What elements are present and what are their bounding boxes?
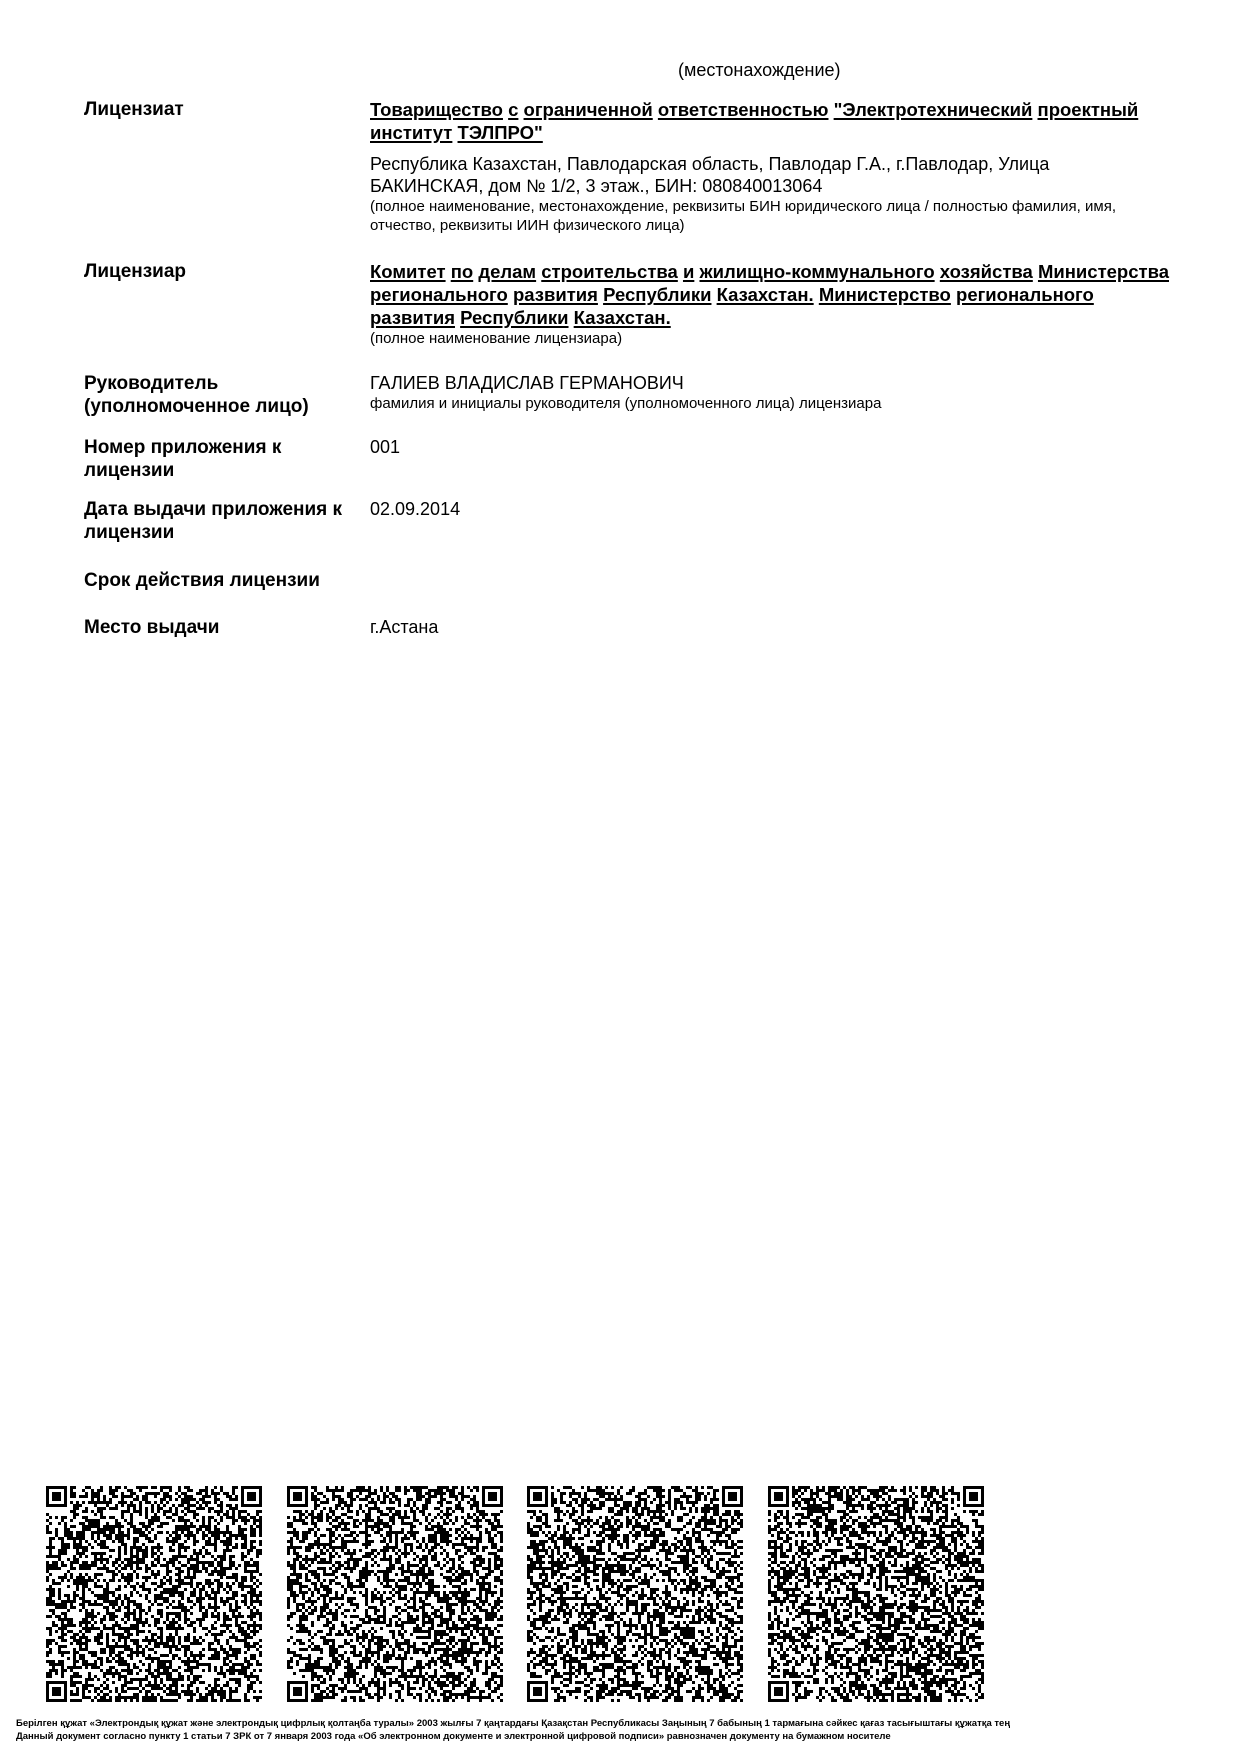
appendix-number-label: Номер приложения к лицензии bbox=[84, 437, 282, 481]
qr-pattern bbox=[527, 1486, 743, 1702]
name-word: Министерство bbox=[818, 284, 951, 305]
footer-note-ru: Данный документ согласно пункту 1 статьи 7 ЗРК от 7 января 2003 года «Об электронном документе и электронной цифровой подписи» равнозначен документу на бумажном носителе bbox=[16, 1731, 891, 1742]
qr-pattern bbox=[768, 1486, 984, 1702]
qr-code-1 bbox=[46, 1486, 262, 1702]
licensee-address bbox=[370, 153, 1160, 197]
name-word: Республики bbox=[603, 284, 712, 305]
name-word: делам bbox=[478, 261, 537, 282]
name-word: жилищно-коммунального bbox=[699, 261, 935, 282]
qr-code-3 bbox=[527, 1486, 743, 1702]
head-name: ГАЛИЕВ ВЛАДИСЛАВ ГЕРМАНОВИЧ bbox=[370, 373, 684, 393]
footer-note-kz: Берілген құжат «Электрондық құжат және электрондық цифрлық қолтаңба туралы» 2003 жылғы 7 қаңтардағы Қазақстан Республикасы Заңының 7 бабының 1 тармағына сәйкес қағаз тасығыштағы құжатқа тең bbox=[16, 1718, 1011, 1729]
name-word: развития bbox=[512, 284, 598, 305]
appendix-date-label: Дата выдачи приложения к лицензии bbox=[84, 499, 343, 543]
name-word: регионального bbox=[956, 284, 1094, 305]
qr-code-4 bbox=[768, 1486, 984, 1702]
name-word: ТЭЛПРО" bbox=[457, 122, 543, 143]
name-word: ограниченной bbox=[523, 99, 653, 120]
place-value: г.Астана bbox=[370, 617, 439, 637]
licensee-name bbox=[370, 98, 1160, 144]
head-caption: фамилия и инициалы руководителя (уполномоченного лица) лицензиара bbox=[370, 395, 882, 412]
validity-label: Срок действия лицензии bbox=[84, 570, 320, 591]
licensee-address-line-1: Республика Казахстан, Павлодарская область, Павлодар Г.А., г.Павлодар, Улица bbox=[370, 154, 1050, 174]
qr-pattern bbox=[287, 1486, 503, 1702]
head-value bbox=[370, 372, 1170, 413]
licensor-caption: (полное наименование лицензиара) bbox=[370, 330, 623, 347]
name-word: хозяйства bbox=[939, 261, 1033, 282]
head-label: Руководитель (уполномоченное лицо) bbox=[84, 373, 309, 417]
appendix-number-value: 001 bbox=[370, 437, 401, 457]
name-word: развития bbox=[370, 307, 455, 328]
place-label: Место выдачи bbox=[84, 617, 220, 638]
name-word: проектный bbox=[1037, 99, 1139, 120]
licensee-value bbox=[370, 98, 1160, 235]
name-word: по bbox=[450, 261, 474, 282]
name-word: институт bbox=[370, 122, 453, 143]
name-word: строительства bbox=[541, 261, 678, 282]
licensor-label: Лицензиар bbox=[84, 261, 187, 282]
licensee-caption: (полное наименование, местонахождение, реквизиты БИН юридического лица / полностью фамилия, имя, отчество, реквизиты ИИН физического лица) bbox=[370, 198, 1116, 234]
qr-pattern bbox=[46, 1486, 262, 1702]
name-word: Товарищество bbox=[370, 99, 503, 120]
name-word: Министерства bbox=[1037, 261, 1169, 282]
name-word: и bbox=[682, 261, 695, 282]
location-caption: (местонахождение) bbox=[678, 60, 841, 80]
name-word: Комитет bbox=[370, 261, 446, 282]
name-word: Казахстан. bbox=[716, 284, 814, 305]
licensee-address-line-2: БАКИНСКАЯ, дом № 1/2, 3 этаж., БИН: 080840013064 bbox=[370, 176, 823, 196]
name-word: "Электротехнический bbox=[833, 99, 1033, 120]
name-word: регионального bbox=[370, 284, 508, 305]
licensee-label: Лицензиат bbox=[84, 99, 184, 120]
qr-codes bbox=[46, 1486, 1006, 1704]
name-word: Республики bbox=[460, 307, 569, 328]
name-word: Казахстан. bbox=[573, 307, 671, 328]
qr-code-2 bbox=[287, 1486, 503, 1702]
licensor-name bbox=[370, 260, 1170, 329]
appendix-date-value: 02.09.2014 bbox=[370, 499, 461, 519]
name-word: ответственностью bbox=[657, 99, 829, 120]
licensor-value bbox=[370, 260, 1170, 348]
name-word: с bbox=[508, 99, 519, 120]
